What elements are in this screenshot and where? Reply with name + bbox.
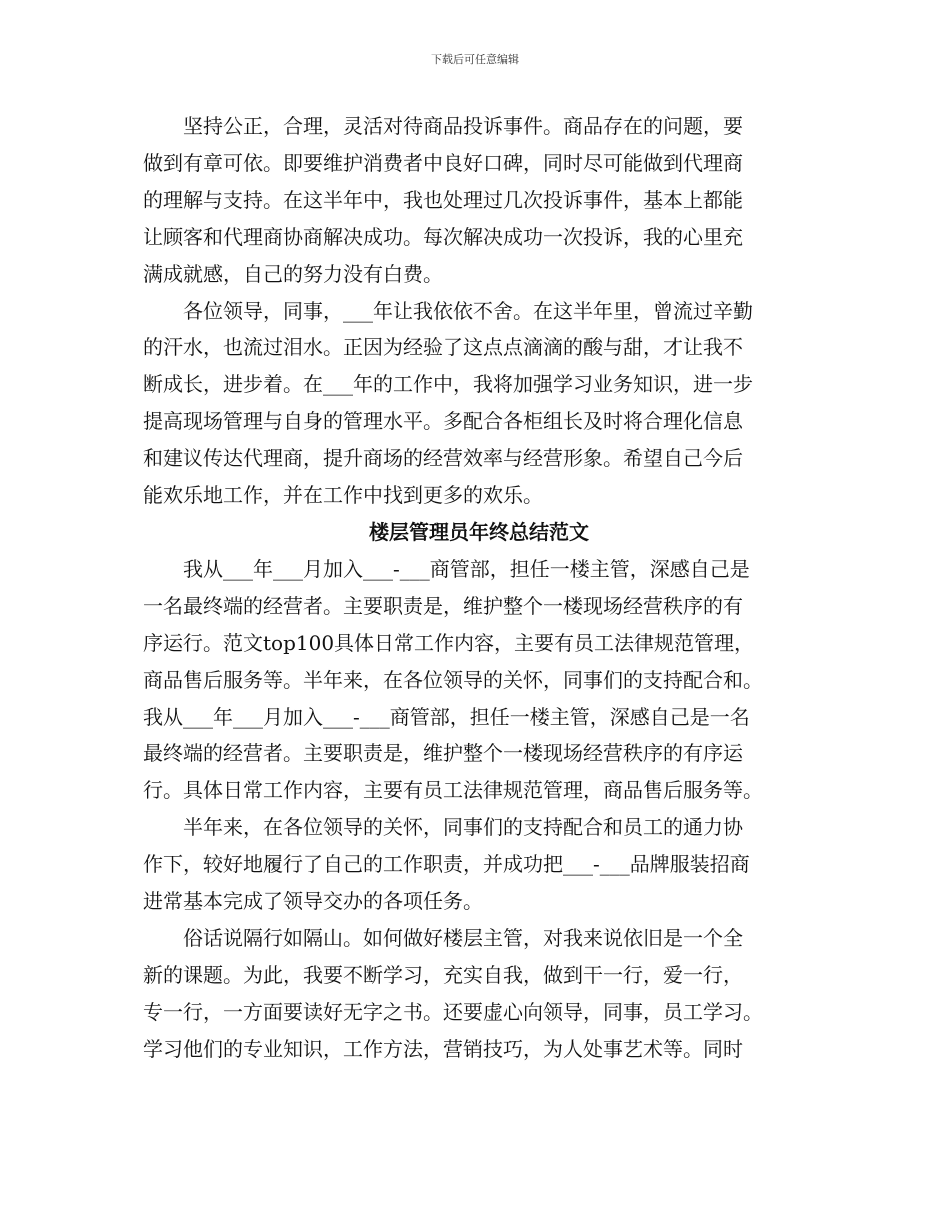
text-line: 序运行。范文top100具体日常工作内容，主要有员工法律规范管理， — [143, 630, 755, 655]
document-body — [143, 108, 815, 1068]
paragraph-learning — [143, 920, 815, 1068]
page-header-note: 下载后可任意编辑 — [431, 53, 519, 66]
text-line: 我从___年___月加入___-___商管部，担任一楼主管，深感自己是一名 — [143, 704, 750, 729]
paragraph-complaint-handling — [143, 108, 815, 293]
text-line: 让顾客和代理商协商解决成功。每次解决成功一次投诉，我的心里充 — [143, 224, 743, 249]
text-line: 能欢乐地工作，并在工作中找到更多的欢乐。 — [143, 483, 543, 508]
text-line: 我从___年___月加入___-___商管部，担任一楼主管，深感自己是 — [143, 556, 750, 581]
text-line: 学习他们的专业知识，工作方法，营销技巧，为人处事艺术等。同时 — [143, 1036, 743, 1061]
text-line: 商品售后服务等。半年来，在各位领导的关怀，同事们的支持配合和。 — [143, 667, 763, 692]
text-line: 的汗水，也流过泪水。正因为经验了这点点滴滴的酸与甜，才让我不 — [143, 335, 743, 360]
text-line: 俗话说隔行如隔山。如何做好楼层主管，对我来说依旧是一个全 — [143, 925, 743, 950]
text-line: 进常基本完成了领导交办的各项任务。 — [143, 889, 483, 914]
text-line: 新的课题。为此，我要不断学习，充实自我，做到干一行，爱一行， — [143, 962, 743, 987]
text-line: 的理解与支持。在这半年中，我也处理过几次投诉事件，基本上都能 — [143, 187, 743, 212]
text-line: 专一行，一方面要读好无字之书。还要虚心向领导，同事，员工学习。 — [143, 999, 763, 1024]
text-line: 最终端的经营者。主要职责是，维护整个一楼现场经营秩序的有序运 — [143, 741, 743, 766]
text-line: 行。具体日常工作内容，主要有员工法律规范管理，商品售后服务等。 — [143, 778, 763, 803]
paragraph-role-intro — [143, 551, 815, 809]
text-line: 做到有章可依。即要维护消费者中良好口碑，同时尽可能做到代理商 — [143, 150, 743, 175]
paragraph-achievements — [143, 809, 815, 920]
text-line: 半年来，在各位领导的关怀，同事们的支持配合和员工的通力协 — [143, 815, 743, 840]
text-line: 满成就感，自己的努力没有白费。 — [143, 261, 443, 286]
text-line: 一名最终端的经营者。主要职责是，维护整个一楼现场经营秩序的有 — [143, 593, 743, 618]
paragraph-closing-remarks — [143, 293, 815, 514]
text-line: 作下，较好地履行了自己的工作职责，并成功把___-___品牌服装招商 — [143, 852, 750, 877]
text-line: 提高现场管理与自身的管理水平。多配合各柜组长及时将合理化信息 — [143, 409, 743, 434]
text-line: 断成长，进步着。在___年的工作中，我将加强学习业务知识，进一步 — [143, 372, 753, 397]
text-line: 各位领导，同事，___年让我依依不舍。在这半年里，曾流过辛勤 — [143, 298, 753, 323]
section-title: 楼层管理员年终总结范文 — [369, 519, 589, 544]
text-line: 坚持公正，合理，灵活对待商品投诉事件。商品存在的问题，要 — [143, 114, 743, 138]
text-line: 和建议传达代理商，提升商场的经营效率与经营形象。希望自己今后 — [143, 446, 743, 471]
